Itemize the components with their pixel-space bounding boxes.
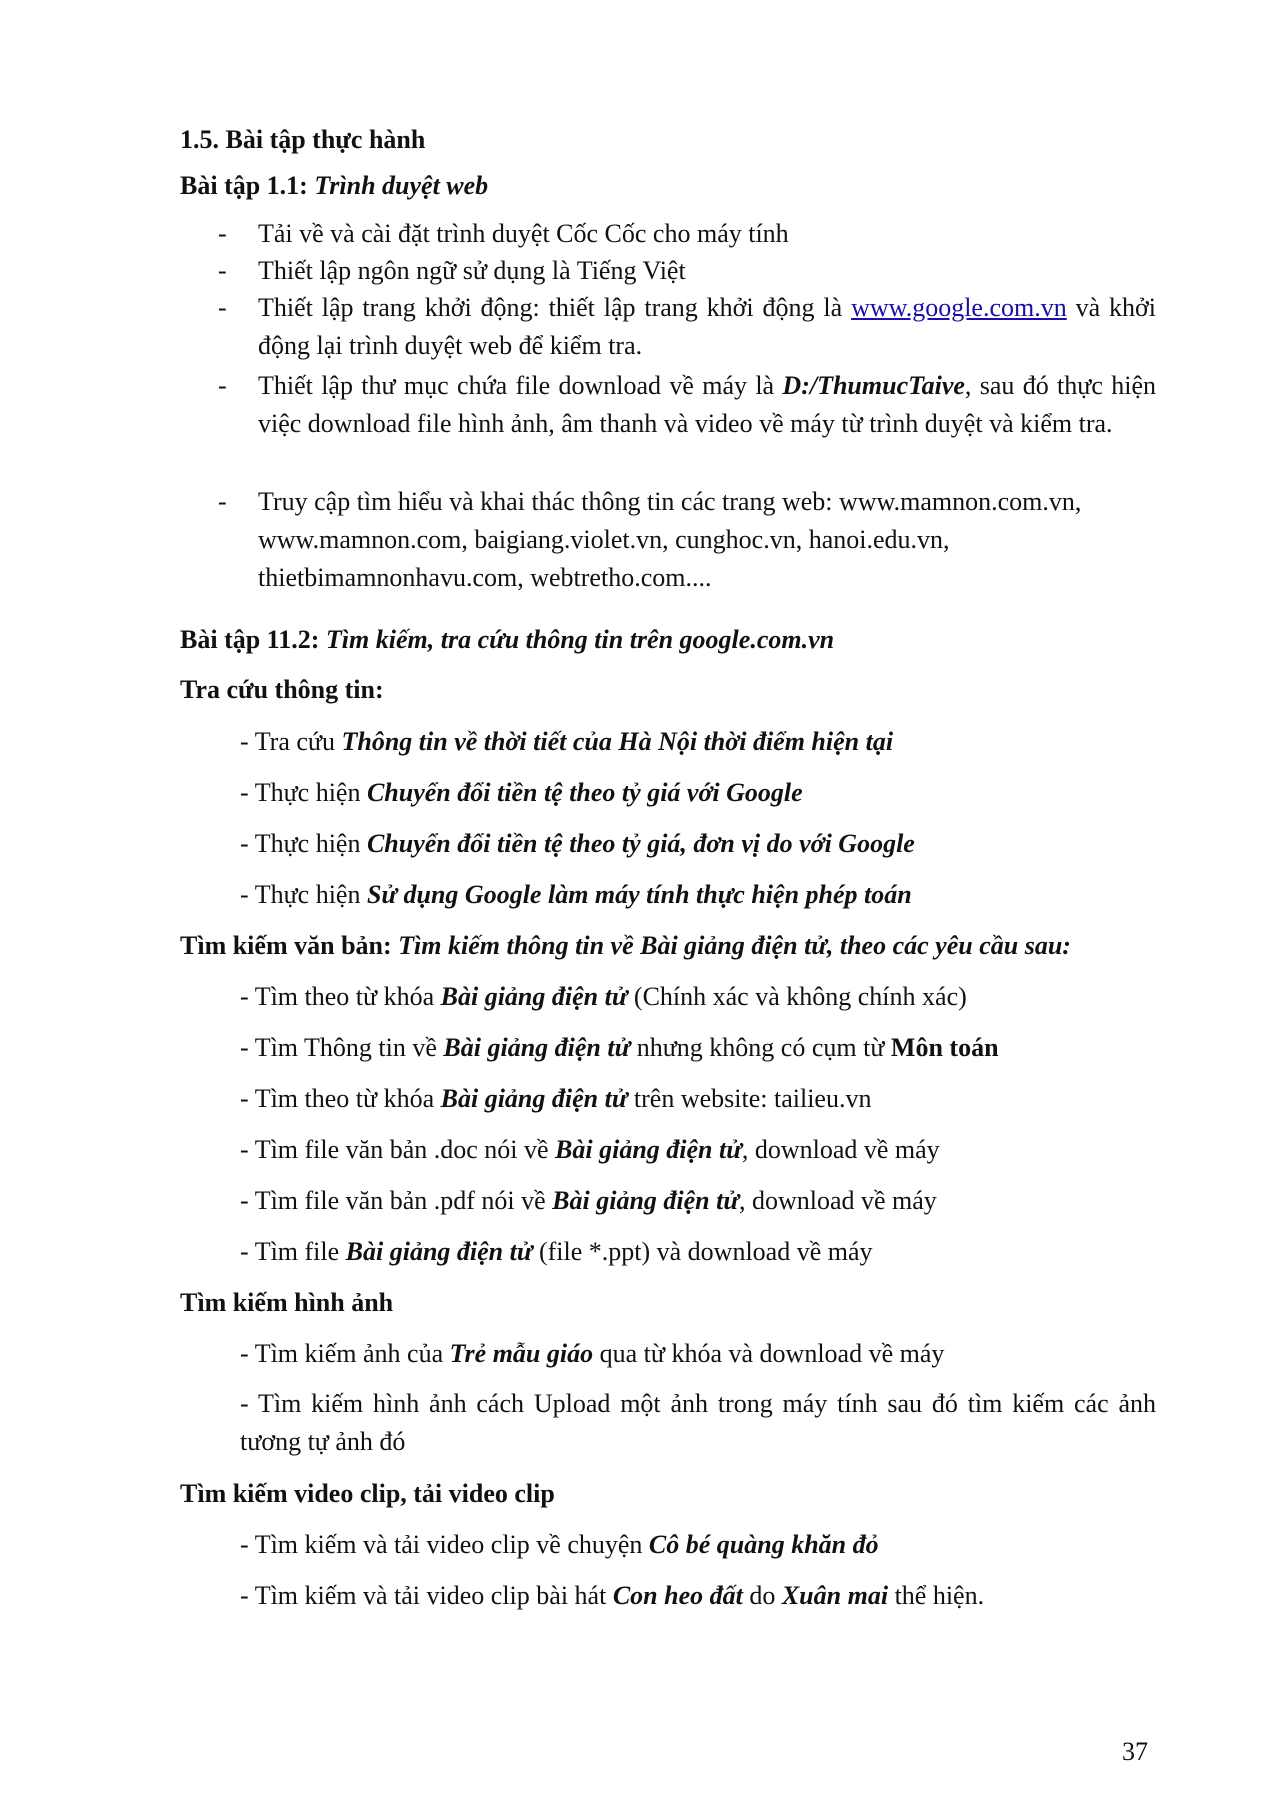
image-search-item: - Tìm kiếm hình ảnh cách Upload một ảnh trong máy tính sau đó tìm kiếm các ảnh tương tự ảnh đó — [240, 1389, 1156, 1456]
list-item: Truy cập tìm hiểu và khai thác thông tin các trang web: www.mamnon.com.vn, — [258, 487, 1082, 516]
exercise-1-label: Bài tập 1.1: — [180, 171, 308, 200]
item-emphasis: Chuyển đổi tiền tệ theo tỷ giá, đơn vị do với Google — [366, 829, 915, 858]
bullet-dash: - — [218, 219, 227, 248]
section-title: 1.5. Bài tập thực hành — [180, 125, 426, 154]
item-emphasis: Bài giảng điện tử — [555, 1135, 742, 1164]
list-item-continued: thietbimamnonhavu.com, webtretho.com.... — [258, 563, 712, 592]
item-text: - Tìm file — [240, 1237, 346, 1266]
lookup-heading: Tra cứu thông tin: — [180, 675, 384, 704]
item-bold: Môn toán — [890, 1033, 999, 1062]
list-item-continued: www.mamnon.com, baigiang.violet.vn, cunghoc.vn, hanoi.edu.vn, — [258, 525, 950, 554]
folder-path: D:/ThumucTaive — [782, 371, 965, 400]
image-search-heading: Tìm kiếm hình ảnh — [180, 1288, 394, 1317]
item-text: , sau đó thực hiện việc download file hình ảnh, âm thanh và video về máy từ trình duyệt và kiểm tra. — [258, 371, 1156, 438]
item-text: và khởi động lại trình duyệt web để kiểm tra. — [258, 293, 1157, 360]
item-text: Thiết lập thư mục chứa file download về máy là — [258, 371, 783, 400]
item-text: - Tìm kiếm và tải video clip bài hát — [240, 1581, 613, 1610]
item-text: qua từ khóa và download về máy — [593, 1339, 945, 1368]
item-text: - Tra cứu — [240, 727, 342, 756]
item-text: , download về máy — [738, 1186, 937, 1215]
video-search-item — [240, 1580, 984, 1612]
item-text: , download về máy — [741, 1135, 940, 1164]
item-emphasis: Thông tin về thời tiết của Hà Nội thời điểm hiện tại — [341, 727, 894, 756]
google-link[interactable]: www.google.com.vn — [851, 293, 1067, 322]
text-search-item — [240, 1032, 999, 1064]
lookup-item — [240, 879, 912, 911]
lookup-item — [240, 777, 803, 809]
video-search-heading: Tìm kiếm video clip, tải video clip — [180, 1479, 555, 1508]
list-item: Thiết lập ngôn ngữ sử dụng là Tiếng Việt — [258, 256, 686, 285]
item-emphasis: Sử dụng Google làm máy tính thực hiện phép toán — [366, 880, 912, 909]
item-text: - Thực hiện — [240, 778, 367, 807]
item-text: (file *.ppt) và download về máy — [532, 1237, 873, 1266]
item-text: - Tìm file văn bản .pdf nói về — [240, 1186, 553, 1215]
item-text: - Tìm kiếm ảnh của — [240, 1339, 450, 1368]
exercise-1-title: Trình duyệt web — [314, 171, 489, 200]
item-emphasis: Cô bé quàng khăn đỏ — [648, 1530, 879, 1559]
page-number: 37 — [1122, 1737, 1148, 1766]
text-search-item — [240, 981, 967, 1013]
item-emphasis: Xuân mai — [781, 1581, 889, 1610]
item-emphasis: Bài giảng điện tử — [552, 1186, 739, 1215]
item-emphasis: Con heo đất — [612, 1581, 743, 1610]
video-search-item — [240, 1529, 879, 1561]
exercise-2-heading — [180, 624, 834, 656]
list-item: Tải về và cài đặt trình duyệt Cốc Cốc cho máy tính — [258, 219, 789, 248]
heading-label: Tìm kiếm văn bản: — [180, 931, 392, 960]
item-emphasis: Bài giảng điện tử — [443, 1033, 631, 1062]
item-text: - Tìm file văn bản .doc nói về — [240, 1135, 556, 1164]
item-text: nhưng không có cụm từ — [630, 1033, 891, 1062]
text-search-item — [240, 1185, 937, 1217]
bullet-dash: - — [218, 487, 227, 516]
item-emphasis: Trẻ mẫu giáo — [449, 1339, 594, 1368]
heading-emphasis: Tìm kiếm thông tin về Bài giảng điện tử, theo các yêu cầu sau: — [398, 931, 1071, 960]
item-emphasis: Bài giảng điện tử — [345, 1237, 533, 1266]
text-search-item — [240, 1236, 873, 1268]
image-search-item — [240, 1338, 944, 1370]
text-search-heading — [180, 930, 1071, 962]
lookup-item — [240, 828, 915, 860]
item-text: - Tìm theo từ khóa — [240, 982, 441, 1011]
item-text: - Tìm theo từ khóa — [240, 1084, 441, 1113]
item-text: trên website: tailieu.vn — [627, 1084, 872, 1113]
bullet-dash: - — [218, 371, 227, 400]
exercise-1-heading — [180, 170, 488, 202]
exercise-2-title: Tìm kiếm, tra cứu thông tin trên google.com.vn — [325, 625, 835, 654]
text-search-item — [240, 1083, 871, 1115]
item-text: - Tìm kiếm và tải video clip về chuyện — [240, 1530, 649, 1559]
bullet-dash: - — [218, 293, 227, 322]
item-emphasis: Bài giảng điện tử — [440, 1084, 628, 1113]
item-text: thể hiện. — [888, 1581, 985, 1610]
exercise-2-label: Bài tập 11.2: — [180, 625, 320, 654]
item-text: (Chính xác và không chính xác) — [627, 982, 967, 1011]
list-item — [258, 367, 1156, 443]
text-search-item — [240, 1134, 940, 1166]
bullet-dash: - — [218, 256, 227, 285]
item-text: - Thực hiện — [240, 829, 367, 858]
item-emphasis: Bài giảng điện tử — [440, 982, 628, 1011]
item-emphasis: Chuyển đổi tiền tệ theo tỷ giá với Google — [366, 778, 803, 807]
item-text: - Thực hiện — [240, 880, 367, 909]
list-item — [258, 289, 1156, 365]
item-text: Thiết lập trang khởi động: thiết lập trang khởi động là — [258, 293, 852, 322]
item-text: do — [742, 1581, 782, 1610]
item-text: - Tìm Thông tin về — [240, 1033, 444, 1062]
lookup-item — [240, 726, 893, 758]
